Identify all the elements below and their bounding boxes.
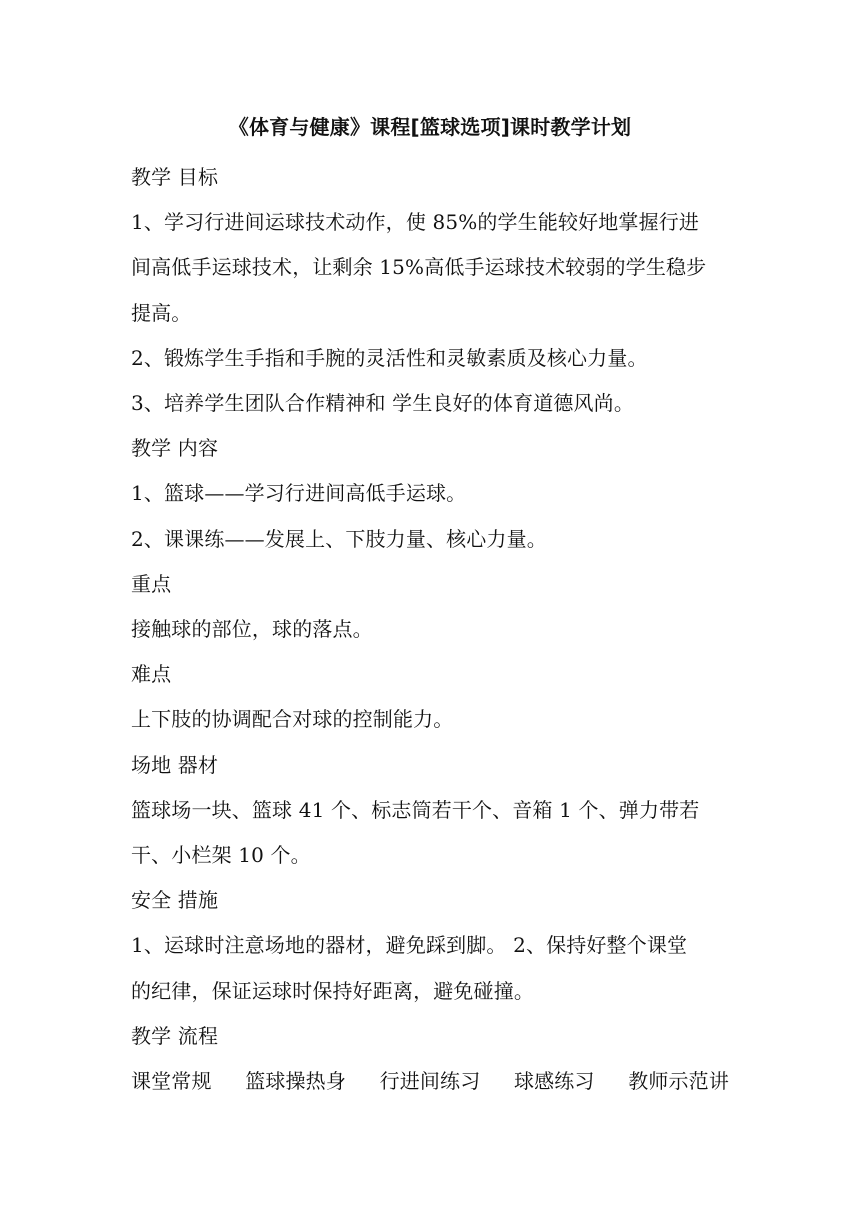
paragraph-line: 接触球的部位，球的落点。 xyxy=(131,617,373,642)
paragraph-line: 篮球场一块、篮球 41 个、标志筒若干个、音箱 1 个、弹力带若 xyxy=(131,797,700,822)
paragraph-line: 1、运球时注意场地的器材，避免踩到脚。 2、保持好整个课堂 xyxy=(131,933,688,958)
flow-step: 教师示范讲 xyxy=(628,1069,729,1094)
section-heading-process: 教学 流程 xyxy=(131,1023,219,1048)
paragraph-line: 的纪律，保证运球时保持好距离，避免碰撞。 xyxy=(131,978,534,1003)
flow-step: 球感练习 xyxy=(513,1069,595,1094)
section-heading-difficulty: 难点 xyxy=(131,662,172,687)
paragraph-line: 干、小栏架 10 个。 xyxy=(131,843,311,868)
teaching-flow-row xyxy=(131,1059,729,1104)
section-heading-equipment: 场地 器材 xyxy=(131,752,219,777)
paragraph-line: 上下肢的协调配合对球的控制能力。 xyxy=(131,707,454,732)
paragraph-line: 2、课课练——发展上、下肢力量、核心力量。 xyxy=(131,526,547,551)
paragraph-line: 2、锻炼学生手指和手腕的灵活性和灵敏素质及核心力量。 xyxy=(131,345,648,370)
document-title: 《体育与健康》课程[篮球选项]课时教学计划 xyxy=(228,115,632,139)
section-heading-safety: 安全 措施 xyxy=(131,888,219,913)
paragraph-line: 提高。 xyxy=(131,300,192,325)
paragraph-line: 1、学习行进间运球技术动作，使 85%的学生能较好地掌握行进 xyxy=(131,210,700,235)
document-body xyxy=(131,155,729,1104)
paragraph-line: 间高低手运球技术，让剩余 15%高低手运球技术较弱的学生稳步 xyxy=(131,255,707,280)
flow-step: 课堂常规 xyxy=(131,1069,212,1094)
section-heading-objectives: 教学 目标 xyxy=(131,165,219,189)
paragraph-line: 1、篮球——学习行进间高低手运球。 xyxy=(131,481,467,506)
flow-step: 篮球操热身 xyxy=(245,1069,346,1094)
section-heading-content: 教学 内容 xyxy=(131,436,219,461)
paragraph-line: 3、培养学生团队合作精神和 学生良好的体育道德风尚。 xyxy=(131,391,634,416)
flow-step: 行进间练习 xyxy=(379,1069,481,1094)
section-heading-key-point: 重点 xyxy=(131,571,172,596)
